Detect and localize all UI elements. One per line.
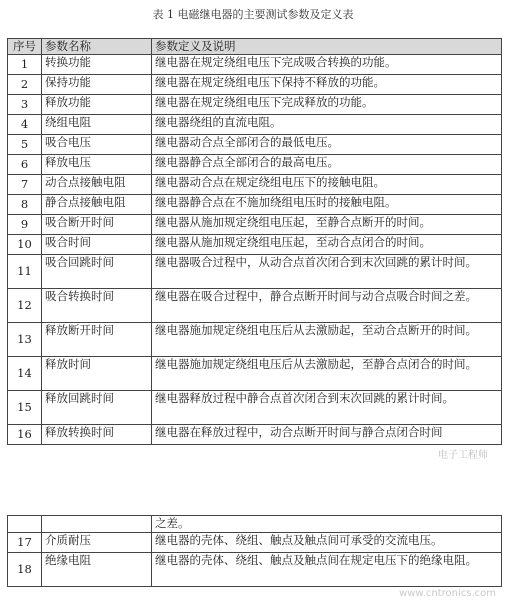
row-no: 12 <box>8 289 42 323</box>
table-row <box>8 391 502 425</box>
row-definition: 继电器在释放过程中，动合点断开时间与静合点闭合时间 <box>152 425 502 445</box>
row-no: 3 <box>8 95 42 115</box>
row-parameter-name: 释放断开时间 <box>42 323 152 357</box>
header-name: 参数名称 <box>42 39 152 55</box>
table-row <box>8 516 502 533</box>
row-no: 2 <box>8 75 42 95</box>
row-no: 18 <box>8 553 42 587</box>
row-definition: 继电器在规定绕组电压下完成吸合转换的功能。 <box>152 55 502 75</box>
row-no: 13 <box>8 323 42 357</box>
site-watermark: www.cntronics.com <box>399 588 496 599</box>
row-definition: 继电器施加规定绕组电压后从去激励起，至动合点断开的时间。 <box>152 323 502 357</box>
row-parameter-name: 吸合电压 <box>42 135 152 155</box>
table-row <box>8 75 502 95</box>
table-row <box>8 155 502 175</box>
row-parameter-name: 吸合回跳时间 <box>42 255 152 289</box>
table-row <box>8 425 502 445</box>
row-no: 6 <box>8 155 42 175</box>
watermark-text: 电子工程师 <box>438 450 488 461</box>
table-caption: 表 1 电磁继电器的主要测试参数及定义表 <box>152 8 354 21</box>
row-definition: 继电器从施加规定绕组电压起，至静合点断开的时间。 <box>152 215 502 235</box>
row-definition: 继电器释放过程中静合点首次闭合到末次回跳的累计时间。 <box>152 391 502 425</box>
row-no: 9 <box>8 215 42 235</box>
row-parameter-name: 释放回跳时间 <box>42 391 152 425</box>
row-no: 10 <box>8 235 42 255</box>
row-parameter-name: 保持功能 <box>42 75 152 95</box>
row-definition: 继电器在规定绕组电压下保持不释放的功能。 <box>152 75 502 95</box>
table-row <box>8 135 502 155</box>
row-definition: 继电器绕组的直流电阻。 <box>152 115 502 135</box>
row-definition: 继电器在规定绕组电压下完成释放的功能。 <box>152 95 502 115</box>
row-no: 15 <box>8 391 42 425</box>
table-row <box>8 553 502 587</box>
table-row <box>8 357 502 391</box>
row-parameter-name: 吸合时间 <box>42 235 152 255</box>
table-row <box>8 533 502 553</box>
row-parameter-name: 释放时间 <box>42 357 152 391</box>
row-no: 17 <box>8 533 42 553</box>
table-row <box>8 115 502 135</box>
row-definition: 继电器动合点在规定绕组电压下的接触电阻。 <box>152 175 502 195</box>
row-parameter-name: 绝缘电阻 <box>42 553 152 587</box>
row-parameter-name: 静合点接触电阻 <box>42 195 152 215</box>
row-no: 8 <box>8 195 42 215</box>
row-parameter-name: 吸合转换时间 <box>42 289 152 323</box>
table-header-row <box>8 39 502 55</box>
row-definition: 继电器的壳体、绕组、触点及触点间在规定电压下的绝缘电阻。 <box>152 553 502 587</box>
table-row <box>8 323 502 357</box>
row-parameter-name: 转换功能 <box>42 55 152 75</box>
parameter-table <box>7 38 502 445</box>
row-definition: 继电器在吸合过程中，静合点断开时间与动合点吸合时间之差。 <box>152 289 502 323</box>
table-row <box>8 289 502 323</box>
row-no: 4 <box>8 115 42 135</box>
row-no: 16 <box>8 425 42 445</box>
row-parameter-name: 释放功能 <box>42 95 152 115</box>
row-definition: 继电器动合点全部闭合的最低电压。 <box>152 135 502 155</box>
row-no: 5 <box>8 135 42 155</box>
table-row <box>8 55 502 75</box>
row-no <box>8 516 42 533</box>
row-definition: 继电器吸合过程中，从动合点首次闭合到末次回跳的累计时间。 <box>152 255 502 289</box>
row-parameter-name: 动合点接触电阻 <box>42 175 152 195</box>
row-parameter-name <box>42 516 152 533</box>
table-row <box>8 175 502 195</box>
parameter-table-continued <box>7 515 502 587</box>
table-row <box>8 255 502 289</box>
row-parameter-name: 介质耐压 <box>42 533 152 553</box>
row-no: 7 <box>8 175 42 195</box>
table-row <box>8 95 502 115</box>
row-parameter-name: 绕组电阻 <box>42 115 152 135</box>
row-definition: 继电器施加规定绕组电压后从去激励起，至静合点闭合的时间。 <box>152 357 502 391</box>
row-parameter-name: 释放电压 <box>42 155 152 175</box>
row-definition: 继电器静合点全部闭合的最高电压。 <box>152 155 502 175</box>
header-definition: 参数定义及说明 <box>152 39 502 55</box>
row-definition: 继电器静合点在不施加绕组电压时的接触电阻。 <box>152 195 502 215</box>
table-row <box>8 195 502 215</box>
row-no: 1 <box>8 55 42 75</box>
row-parameter-name: 释放转换时间 <box>42 425 152 445</box>
row-definition: 继电器从施加规定绕组电压起，至动合点闭合的时间。 <box>152 235 502 255</box>
row-no: 14 <box>8 357 42 391</box>
row-no: 11 <box>8 255 42 289</box>
row-parameter-name: 吸合断开时间 <box>42 215 152 235</box>
header-no: 序号 <box>8 39 42 55</box>
row-definition: 继电器的壳体、绕组、触点及触点间可承受的交流电压。 <box>152 533 502 553</box>
row-definition: 之差。 <box>152 516 502 533</box>
table-row <box>8 215 502 235</box>
table-row <box>8 235 502 255</box>
